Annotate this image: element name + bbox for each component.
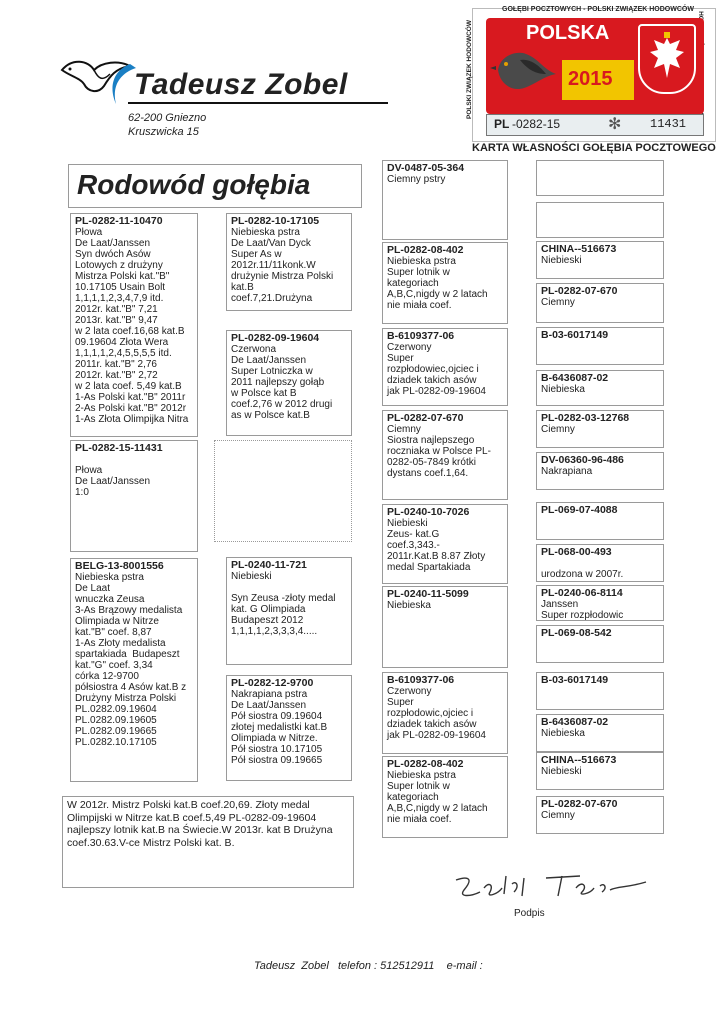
description-line: Super lotnik w [387,781,450,792]
gen4-pigeon-box [536,752,664,790]
ring-number: BELG-13-8001556 [75,560,164,572]
gen1-pigeon-box [70,558,198,782]
description-line: Mistrza Polski kat."B" [75,271,170,282]
ring-number: CHINA--516673 [541,754,617,766]
eagle-icon [646,32,688,84]
pigeon-icon [490,40,562,100]
ring-number: PL-0282-11-10470 [75,215,163,227]
gen1-pigeon-box [70,440,198,552]
description-line: Zeus- kat.G [387,529,440,540]
gen3-pigeon-box [382,328,508,406]
description-line: De Laat/Janssen [231,355,307,366]
ring-number: B-6436087-02 [541,372,609,384]
notes-box [62,796,354,888]
description-line: kategoriach [387,792,439,803]
badge-top-arc: GOŁĘBI POCZTOWYCH - POLSKI ZWIĄZEK HODOWCÓW [502,6,694,13]
description-line: Płowa [75,465,103,476]
description-line: Ciemny [541,297,575,308]
description-line: Pół siostra 10.17105 [231,744,323,755]
ring-number: PL-0240-11-5099 [387,588,469,600]
description-line: Niebieska [387,600,431,611]
description-line: dziadek takich asów [387,375,477,386]
description-line: Płowa [75,227,103,238]
description-line: 1,1,1,1,2,3,4,7,9 itd. [75,293,164,304]
description-line: 2011r.Kat.B 8.87 Złoty [387,551,486,562]
description-line [541,558,659,569]
description-line: rozpłodowic,ojciec i [387,708,474,719]
description-line: Pół siostra 09.19604 [231,711,323,722]
gen2-pigeon-box [226,557,352,665]
gen4-pigeon-box [536,241,664,279]
ring-number: DV-06360-96-486 [541,454,624,466]
gen3-pigeon-box [382,672,508,754]
description-line: Drużyny Mistrza Polski [75,693,177,704]
description-line: 0282-05-7849 krótki [387,457,476,468]
description-line: coef.2,76 w 2012 drugi [231,399,333,410]
description-line: Niebieski [231,571,272,582]
description-line: drużynie Mistrza Polski [231,271,334,282]
description-line: w Polsce kat B [231,388,297,399]
ring-number: PL-0282-07-670 [541,798,618,810]
ring-number: PL-0282-12-9700 [231,677,314,689]
description-line: Super [387,353,414,364]
description-line: Olimpiada w Nitrze [75,616,159,627]
description-line: 1,1,1,1,2,4,5,5,5,5 itd. [75,348,172,359]
description-line: półsiostra 4 Asów kat.B z [75,682,187,693]
description-line: Niebieski [541,255,582,266]
badge-left-side: POLSKI ZWIĄZEK HODOWCÓW [465,20,473,119]
header-underline [128,102,388,104]
address [128,111,206,139]
ring-number: PL-0282-09-19604 [231,332,320,344]
gen2-pigeon-box [226,675,352,781]
description-line: 1-As Polski kat."B" 2011r [75,392,186,403]
description-line: A,B,C,nigdy w 2 latach [387,803,488,814]
title-box [68,164,362,208]
ring-number: PL-0282-15-11431 [75,442,163,454]
description-line: kategoriach [387,278,439,289]
description-line: Niebieski [387,518,428,529]
address-line2: Kruszwicka 15 [128,126,199,138]
description-line: Nakrapiana [541,466,593,477]
gen4-pigeon-box [536,160,664,196]
description-line: 2013r. kat."B" 9,47 [75,315,158,326]
description-line: De Laat/Van Dyck [231,238,311,249]
ring-number: CHINA--516673 [541,243,617,255]
description-line: Lotowych z drużyny [75,260,163,271]
gen4-pigeon-box [536,672,664,710]
description-line: 10.17105 Usain Bolt [75,282,166,293]
description-line: 1:0 [75,487,89,498]
ownership-badge [466,4,718,158]
signature-graphic [450,870,650,904]
description-line: Czerwona [231,344,277,355]
notes-text: W 2012r. Mistrz Polski kat.B coef.20,69. Złoty medal Olimpijski w Nitrze kat.B coef.5,49 PL-0282-09-19604 najlepszy lotnik kat.B na Świecie.W 2013r. kat B Drużyna coef.30.63.V-ce Mistrz Polski kat. B. [67,799,333,849]
description-line: Niebieska pstra [75,572,144,583]
gen4-pigeon-box [536,502,664,540]
ring-number: PL-069-08-542 [541,627,612,639]
description-line: Syn dwóch Asów [75,249,151,260]
signature-script: Zobel Tadeusz [450,870,457,871]
description-line: 2012r. kat."B" 2,72 [75,370,158,381]
ring-number: B-6109377-06 [387,330,455,342]
description-line: Ciemny pstry [387,174,446,185]
badge-caption: KARTA WŁASNOŚCI GOŁĘBIA POCZTOWEGO [472,142,716,154]
description-line: dystans coef.1,64. [387,468,469,479]
description-line: coef.7,21.Drużyna [231,293,313,304]
gen4-pigeon-box [536,452,664,490]
description-line: kat.B [231,282,254,293]
ring-number: PL-0282-08-402 [387,758,464,770]
description-line: PL.0282.09.19604 [75,704,157,715]
description-line: PL.0282.09.19665 [75,726,157,737]
ring-number: PL-0282-03-12768 [541,412,630,424]
description-line: Niebieska [541,728,585,739]
ring-number: PL-0282-07-670 [541,285,618,297]
footer: Tadeusz Zobel telefon : 512512911 e-mail : [254,960,483,972]
description-line: dziadek takich asów [387,719,477,730]
description-line: Pół siostra 09.19665 [231,755,323,766]
gen3-pigeon-box [382,504,508,584]
page-title: Rodowód gołębia [77,169,311,200]
description-line: 3-As Brązowy medalista [75,605,183,616]
description-line: 1,1,1,1,2,3,3,3,4..... [231,626,318,637]
ring-number: PL-0240-10-7026 [387,506,470,518]
gen4-pigeon-box [536,327,664,365]
gen3-pigeon-box [382,410,508,500]
description-line: rozpłodowiec,ojciec i [387,364,479,375]
description-line: Niebieska [541,384,585,395]
description-line: urodzona w 2007r. [541,569,624,580]
description-line: 1-As Złoty medalista [75,638,166,649]
description-line: Niebieska pstra [387,256,456,267]
description-line: Super Lotniczka w [231,366,313,377]
description-line: Niebieska pstra [387,770,456,781]
breeder-name: Tadeusz Zobel [134,68,348,101]
description-line: Niebieski [541,766,582,777]
gen3-pigeon-box [382,160,508,240]
description-line: medal Spartakiada [387,562,471,573]
description-line: Budapeszt 2012 [231,615,304,626]
description-line: jak PL-0282-09-19604 [387,730,486,741]
description-line: kat."G" coef. 3,34 [75,660,153,671]
description-line: roczniaka w Polsce PL- [387,446,491,457]
gen2-pigeon-box [226,330,352,436]
description-line: w 2 lata coef.16,68 kat.B [75,326,185,337]
description-line: nie miała coef. [387,300,452,311]
description-line: A,B,C,nigdy w 2 latach [387,289,488,300]
gen3-pigeon-box [382,756,508,838]
ring-number: DV-0487-05-364 [387,162,465,174]
ring-number: B-03-6017149 [541,674,609,686]
description-line [231,582,347,593]
description-line: kat."B" coef. 8,87 [75,627,152,638]
description-line: 09.19604 Złota Wera [75,337,169,348]
description-line: Ciemny [541,424,575,435]
badge-ring-prefix: PL [494,117,510,131]
gen4-pigeon-box [536,370,664,406]
badge-country: POLSKA [526,22,610,44]
description-line: Nakrapiana pstra [231,689,308,700]
description-line: 2011r. kat."B" 2,76 [75,359,157,370]
gen4-pigeon-box [536,796,664,834]
description-line: Super As w [231,249,282,260]
description-line: Syn Zeusa -złoty medal [231,593,336,604]
description-line: as w Polsce kat.B [231,410,310,421]
ring-number: PL-0240-06-8114 [541,587,623,599]
description-line: Czerwony [387,342,432,353]
description-line: Niebieska pstra [231,227,300,238]
description-line: w 2 lata coef. 5,49 kat.B [75,381,182,392]
gen3-pigeon-box [382,242,508,324]
description-line: jak PL-0282-09-19604 [387,386,486,397]
gen4-pigeon-box [536,544,664,582]
signature-label: Podpis [514,908,545,919]
gen4-pigeon-box [536,714,664,752]
description-line: De Laat/Janssen [231,700,307,711]
gen4-pigeon-box [536,410,664,448]
description-line: złotej medalistki kat.B [231,722,328,733]
description-line: 1-As Złota Olimpijka Nitra [75,414,189,425]
address-line1: 62-200 Gniezno [128,112,207,124]
description-line [75,454,193,465]
description-line: kat. G Olimpiada [231,604,306,615]
description-line: De Laat/Janssen [75,476,151,487]
gen1-pigeon-box [70,213,198,437]
description-line: spartakiada Budapeszt [75,649,180,660]
ring-number: PL-0282-08-402 [387,244,464,256]
description-line: Olimpiada w Nitrze. [231,733,318,744]
ring-number: PL-068-00-493 [541,546,612,558]
description-line: Super [387,697,414,708]
gen4-pigeon-box [536,283,664,323]
gen4-pigeon-box [536,202,664,238]
ring-number: PL-0282-10-17105 [231,215,320,227]
ring-number: PL-0282-07-670 [387,412,464,424]
description-line: 2011 najlepszy gołąb [231,377,325,388]
empty-box [214,440,352,542]
description-line: wnuczka Zeusa [75,594,145,605]
description-line: coef.3,343.- [387,540,440,551]
ring-number: B-03-6017149 [541,329,609,341]
gen4-pigeon-box [536,585,664,621]
asterisk-icon: ✻ [608,116,622,133]
badge-ring-number: -0282-15 [512,117,561,131]
description-line: Czerwony [387,686,432,697]
description-line: 2012r.11/11konk.W [231,260,316,271]
description-line: Super rozpłodowic [541,610,624,621]
gen3-pigeon-box [382,586,508,668]
description-line: De Laat/Janssen [75,238,151,249]
description-line: córka 12-9700 [75,671,139,682]
gen4-pigeon-box [536,625,664,663]
description-line: PL.0282.10.17105 [75,737,157,748]
ring-number: PL-069-07-4088 [541,504,618,516]
description-line: nie miała coef. [387,814,452,825]
ring-number: B-6436087-02 [541,716,609,728]
description-line: PL.0282.09.19605 [75,715,157,726]
gen2-pigeon-box [226,213,352,311]
description-line: Super lotnik w [387,267,450,278]
badge-serial: 11431 [650,117,687,131]
ring-number: PL-0240-11-721 [231,559,307,571]
description-line: Ciemny [387,424,421,435]
description-line: 2012r. kat."B" 7,21 [75,304,158,315]
description-line: 2-As Polski kat."B" 2012r [75,403,187,414]
ring-number: B-6109377-06 [387,674,455,686]
description-line: Janssen [541,599,579,610]
badge-year: 2015 [568,68,613,90]
description-line: De Laat [75,583,111,594]
description-line: Ciemny [541,810,575,821]
description-line: Siostra najlepszego [387,435,475,446]
